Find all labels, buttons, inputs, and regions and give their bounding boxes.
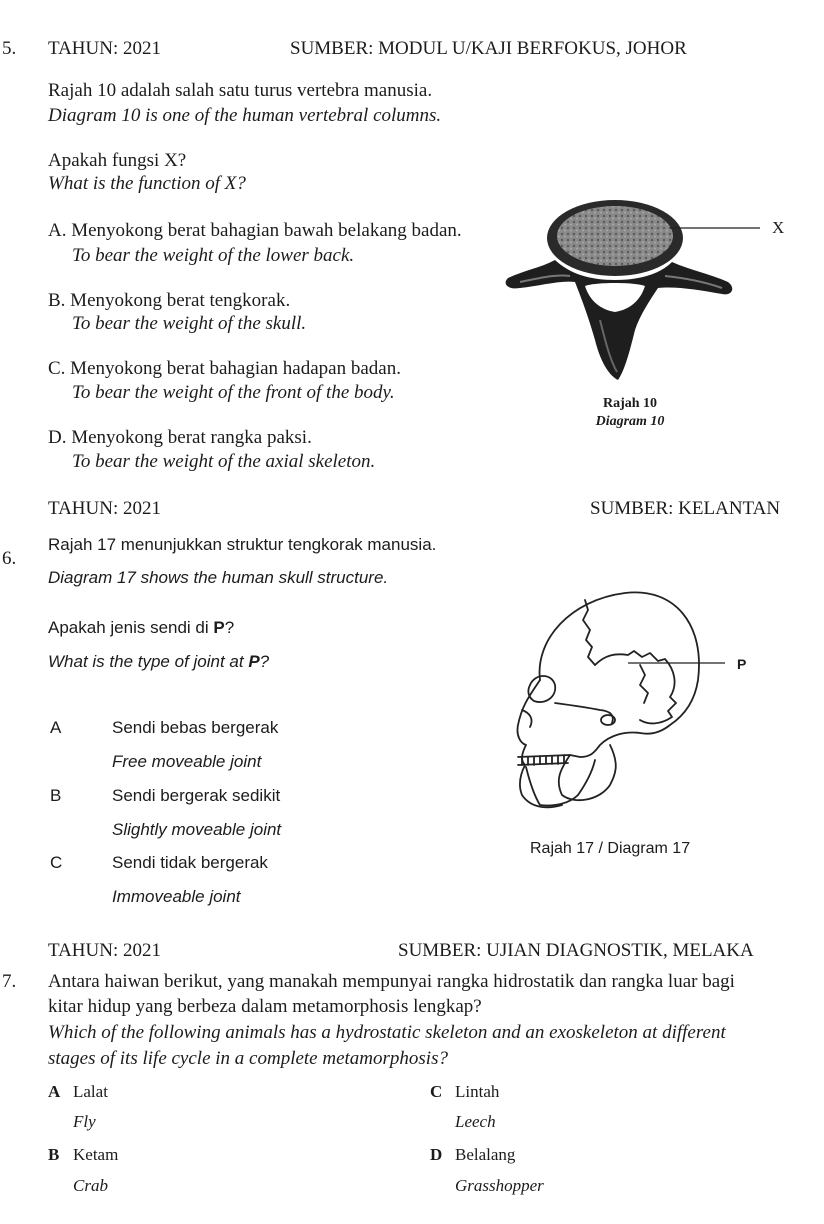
q7-option-c-ms: Lintah — [455, 1082, 500, 1101]
mandible — [526, 760, 595, 806]
q6-option-c-ms: Sendi tidak bergerak — [112, 853, 268, 872]
q5-option-a-ms: A. Menyokong berat bahagian bawah belakang badan. — [48, 220, 462, 241]
q5-option-a-en: To bear the weight of the lower back. — [72, 245, 355, 266]
q5-caption-en: Diagram 10 — [595, 414, 665, 429]
q5-number: 5. — [2, 38, 17, 59]
q6-stem-en: Diagram 17 shows the human skull structure. — [48, 568, 389, 587]
q7-option-d-en: Grasshopper — [455, 1176, 544, 1195]
q6-question-ms-end: ? — [224, 618, 235, 637]
q6-option-a-en: Free moveable joint — [112, 752, 262, 771]
q7-stem-en-2: stages of its life cycle in a complete metamorphosis? — [48, 1048, 448, 1069]
orbit — [528, 676, 555, 702]
q7-option-b-letter: B — [48, 1145, 60, 1164]
coronal-suture — [583, 600, 595, 665]
q5-option-d-ms: D. Menyokong berat rangka paksi. — [48, 427, 312, 448]
q5-year: TAHUN: 2021 — [48, 38, 161, 59]
q6-option-a-ms: Sendi bebas bergerak — [112, 718, 279, 737]
q6-question-ms-text: Apakah jenis sendi di — [48, 618, 214, 637]
skull-diagram — [500, 585, 760, 825]
q7-option-c-letter: C — [430, 1082, 443, 1101]
q7-year: TAHUN: 2021 — [48, 940, 161, 961]
vertebra-diagram — [500, 190, 800, 390]
q7-option-a-letter: A — [48, 1082, 61, 1101]
q6-stem-ms: Rajah 17 menunjukkan struktur tengkorak manusia. — [48, 535, 437, 554]
q7-option-a-en: Fly — [73, 1112, 96, 1131]
q7-option-c-en: Leech — [455, 1112, 496, 1131]
squamosal-suture — [595, 651, 676, 723]
q5-option-b-en: To bear the weight of the skull. — [72, 313, 307, 334]
q6-diagram-label-p: P — [737, 656, 747, 672]
q6-option-b-en: Slightly moveable joint — [112, 820, 282, 839]
q6-question-ms — [48, 618, 234, 638]
q5-option-b-ms: B. Menyokong berat tengkorak. — [48, 290, 291, 311]
q6-question-en-text: What is the type of joint at — [48, 652, 249, 671]
q6-year: TAHUN: 2021 — [48, 498, 161, 519]
q6-option-b-letter: B — [50, 786, 62, 805]
q7-source: SUMBER: UJIAN DIAGNOSTIK, MELAKA — [398, 940, 754, 961]
q5-question-en: What is the function of X? — [48, 173, 246, 194]
q7-option-d-ms: Belalang — [455, 1145, 516, 1164]
q6-question-en — [48, 652, 269, 672]
q7-stem-ms-1: Antara haiwan berikut, yang manakah mempunyai rangka hidrostatik dan rangka luar bagi — [48, 971, 735, 992]
q6-question-ms-p: P — [213, 618, 225, 637]
upper-teeth — [518, 755, 570, 757]
q6-option-b-ms: Sendi bergerak sedikit — [112, 786, 281, 805]
q5-caption-ms: Rajah 10 — [602, 396, 658, 411]
q7-option-b-ms: Ketam — [73, 1145, 119, 1164]
q5-diagram-label-x: X — [772, 218, 785, 237]
q6-question-en-end: ? — [259, 652, 270, 671]
skull-outline — [540, 592, 699, 800]
q6-question-en-p: P — [248, 652, 260, 671]
q5-option-d-en: To bear the weight of the axial skeleton. — [72, 451, 376, 472]
q5-source: SUMBER: MODUL U/KAJI BERFOKUS, JOHOR — [290, 38, 687, 59]
q6-caption: Rajah 17 / Diagram 17 — [530, 840, 691, 857]
q7-option-b-en: Crab — [73, 1176, 108, 1195]
q5-option-c-ms: C. Menyokong berat bahagian hadapan badan. — [48, 358, 401, 379]
q7-stem-en-1: Which of the following animals has a hydrostatic skeleton and an exoskeleton at different — [48, 1022, 726, 1043]
q6-option-c-en: Immoveable joint — [112, 887, 241, 906]
q7-stem-ms-2: kitar hidup yang berbeza dalam metamorphosis lengkap? — [48, 996, 482, 1017]
q6-option-c-letter: C — [50, 853, 63, 872]
q5-stem-en: Diagram 10 is one of the human vertebral columns. — [48, 105, 442, 126]
q7-option-a-ms: Lalat — [73, 1082, 108, 1101]
q6-number: 6. — [2, 548, 17, 569]
q7-number: 7. — [2, 971, 17, 992]
q7-option-d-letter: D — [430, 1145, 443, 1164]
q5-option-c-en: To bear the weight of the front of the body. — [72, 382, 395, 403]
q5-question-ms: Apakah fungsi X? — [48, 150, 187, 171]
q6-source: SUMBER: KELANTAN — [590, 498, 781, 519]
q6-option-a-letter: A — [50, 718, 62, 737]
q5-stem-ms: Rajah 10 adalah salah satu turus vertebra manusia. — [48, 80, 433, 101]
